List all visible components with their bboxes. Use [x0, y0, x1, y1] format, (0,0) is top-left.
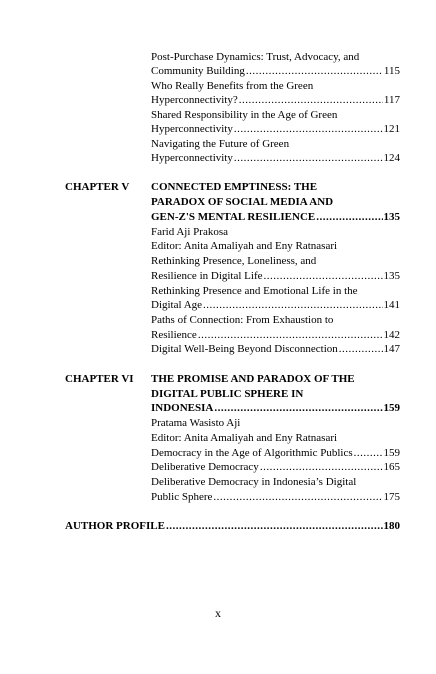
toc-entry-text: Hyperconnectivity — [151, 152, 233, 164]
chapter-title: GEN-Z'S MENTAL RESILIENCE — [151, 211, 316, 223]
toc-page-ref: 159 — [383, 402, 400, 414]
toc-entry-text: Public Sphere — [151, 491, 213, 503]
toc-entry[interactable] — [151, 328, 400, 342]
toc-page-ref: 117 — [383, 94, 400, 106]
toc-entry-text: Deliberative Democracy — [151, 461, 259, 473]
toc-entry[interactable] — [151, 64, 400, 78]
toc-page-ref: 147 — [383, 343, 400, 355]
toc-entry[interactable] — [151, 490, 400, 504]
toc-entry-text: Rethinking Presence, Loneliness, and — [151, 255, 317, 267]
leader-dots — [316, 210, 382, 224]
toc-page-ref: 165 — [383, 461, 400, 473]
leader-dots — [213, 490, 382, 504]
leader-dots — [198, 328, 383, 342]
leader-dots — [214, 401, 382, 415]
toc-entry-text: Post-Purchase Dynamics: Trust, Advocacy, and — [151, 51, 360, 63]
toc-entry[interactable] — [151, 298, 400, 312]
toc-entry-text: Democracy in the Age of Algorithmic Publics — [151, 447, 353, 459]
chapter-label: CHAPTER V — [65, 181, 130, 193]
toc-page-ref: 121 — [383, 123, 400, 135]
toc-entry[interactable] — [151, 122, 400, 136]
leader-dots — [234, 151, 383, 165]
toc-entry-text: Resilience in Digital Life — [151, 270, 263, 282]
leader-dots — [354, 446, 383, 460]
leader-dots — [166, 519, 383, 533]
toc-page-ref: 142 — [383, 329, 400, 341]
toc-entry-text: Navigating the Future of Green — [151, 138, 290, 150]
chapter-title: DIGITAL PUBLIC SPHERE IN — [151, 388, 304, 400]
toc-entry[interactable] — [151, 446, 400, 460]
page-number: x — [215, 606, 221, 620]
toc-entry-text: Deliberative Democracy in Indonesia’s Digital — [151, 476, 357, 488]
toc-entry-text: Shared Responsibility in the Age of Green — [151, 109, 338, 121]
leader-dots — [264, 269, 383, 283]
toc-page-ref: 135 — [383, 211, 400, 223]
toc-entry-text: Who Really Benefits from the Green — [151, 80, 314, 92]
toc-page-ref: 135 — [383, 270, 400, 282]
author-profile-entry[interactable] — [65, 519, 400, 533]
toc-page-ref: 180 — [383, 520, 400, 532]
toc-entry-text: Digital Age — [151, 299, 203, 311]
chapter-title: THE PROMISE AND PARADOX OF THE — [151, 373, 355, 385]
leader-dots — [339, 342, 383, 356]
chapter-title-entry[interactable] — [151, 210, 400, 224]
toc-entry-text: Rethinking Presence and Emotional Life in the — [151, 285, 358, 297]
chapter-label: CHAPTER VI — [65, 373, 134, 385]
leader-dots — [260, 460, 383, 474]
toc-page-ref: 175 — [383, 491, 400, 503]
toc-entry[interactable] — [151, 151, 400, 165]
toc-page-ref: 159 — [383, 447, 400, 459]
chapter-title: INDONESIA — [151, 402, 214, 414]
toc-entry-text: Community Building — [151, 65, 245, 77]
toc-page-ref: 124 — [383, 152, 400, 164]
toc-entry[interactable] — [151, 93, 400, 107]
chapter-editor: Editor: Anita Amaliyah and Eny Ratnasari — [151, 432, 338, 444]
leader-dots — [203, 298, 382, 312]
toc-page-ref: 115 — [383, 65, 400, 77]
toc-entry-text: Hyperconnectivity — [151, 123, 233, 135]
toc-entry-text: Hyperconnectivity? — [151, 94, 238, 106]
chapter-author: Farid Aji Prakosa — [151, 226, 228, 238]
author-profile-label: AUTHOR PROFILE — [65, 520, 165, 532]
chapter-title: CONNECTED EMPTINESS: THE — [151, 181, 318, 193]
chapter-title: PARADOX OF SOCIAL MEDIA AND — [151, 196, 334, 208]
chapter-editor: Editor: Anita Amaliyah and Eny Ratnasari — [151, 240, 338, 252]
chapter-title-entry[interactable] — [151, 401, 400, 415]
leader-dots — [234, 122, 383, 136]
toc-entry[interactable] — [151, 342, 400, 356]
toc-entry[interactable] — [151, 269, 400, 283]
toc-page-ref: 141 — [383, 299, 400, 311]
toc-entry-text: Paths of Connection: From Exhaustion to — [151, 314, 334, 326]
leader-dots — [246, 64, 383, 78]
leader-dots — [239, 93, 383, 107]
toc-entry-text: Digital Well-Being Beyond Disconnection — [151, 343, 338, 355]
toc-entry[interactable] — [151, 460, 400, 474]
chapter-author: Pratama Wasisto Aji — [151, 417, 241, 429]
toc-entry-text: Resilience — [151, 329, 197, 341]
